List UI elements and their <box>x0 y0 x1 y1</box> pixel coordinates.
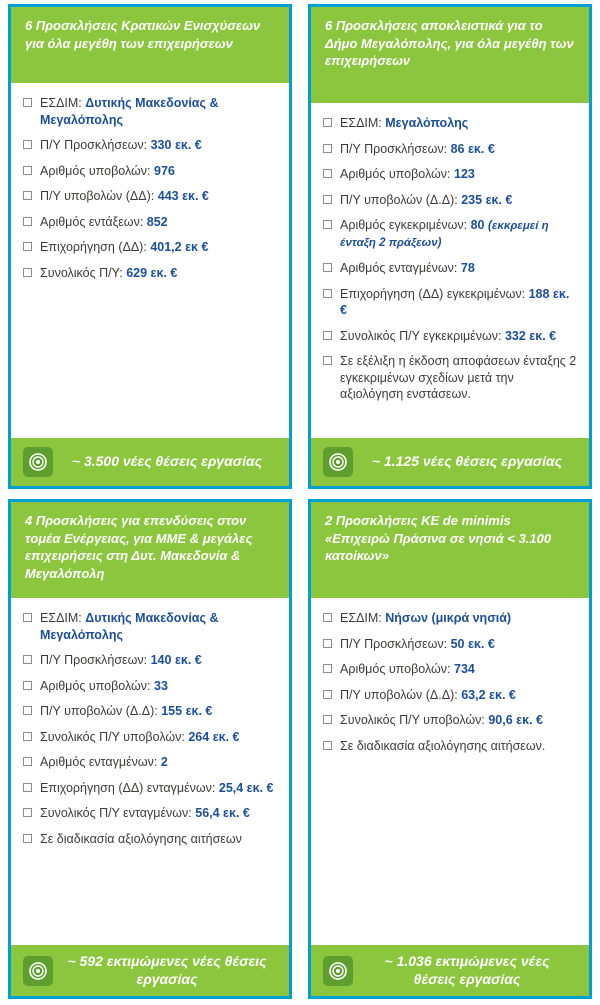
card-cell-state-aid <box>0 0 300 495</box>
bullet-label: Αριθμός υποβολών: <box>340 167 451 181</box>
list-item <box>23 754 279 771</box>
bullet-value: 235 εκ. € <box>461 192 513 207</box>
bullet-list <box>23 95 279 281</box>
list-item <box>23 678 279 695</box>
bullet-value: 443 εκ. € <box>157 189 209 203</box>
bullet-value: 852 <box>146 214 168 229</box>
bullet-value: 332 εκ. € <box>504 328 557 343</box>
bullet-label: Σε διαδικασία αξιολόγησης αιτήσεων <box>40 831 242 846</box>
target-icon <box>23 956 53 986</box>
bullet-value: 80 <box>470 218 485 232</box>
card-footer-de-minimis <box>311 945 589 996</box>
bullet-note: (εκκρεμεί η ένταξη 2 πράξεων) <box>340 220 549 250</box>
card-footer-state-aid <box>11 438 289 486</box>
card-de-minimis <box>308 499 592 999</box>
bullet-label: Αριθμός ενταγμένων: <box>340 261 458 276</box>
bullet-label: Επιχορήγηση (ΔΔ) εγκεκριμένων: <box>340 286 526 301</box>
bullet-label: Σε εξέλιξη η έκδοση αποφάσεων ένταξης 2 εγκεκριμένων σχεδίων μετά την αξιολόγηση ενστάσεων. <box>340 354 577 402</box>
card-megalopoli <box>308 4 592 489</box>
bullet-label: Π/Υ υποβολών (ΔΔ): <box>40 189 155 203</box>
bullet-label: Π/Υ υποβολών (Δ.Δ): <box>40 704 158 718</box>
list-item <box>323 260 579 277</box>
list-item <box>323 712 579 729</box>
bullet-label: Π/Υ Προσκλήσεων: <box>40 138 148 152</box>
list-item <box>323 328 579 345</box>
bullet-label: Συνολικός Π/Υ: <box>40 265 123 280</box>
bullet-value: 90,6 εκ. € <box>488 713 543 727</box>
list-item <box>23 214 279 231</box>
bullet-value: 86 εκ. € <box>450 141 495 156</box>
list-item <box>323 115 579 132</box>
list-item <box>323 687 579 704</box>
bullet-label: Π/Υ Προσκλήσεων: <box>40 653 148 667</box>
bullet-label: Αριθμός υποβολών: <box>40 163 151 178</box>
list-item <box>23 831 279 848</box>
bullet-value: 188 εκ. € <box>340 286 570 318</box>
bullet-value: 2 <box>160 755 168 769</box>
card-body-energy <box>11 598 289 945</box>
card-header-energy: 4 Προσκλήσεις για επενδύσεις στον τομέα Ενέργειας, για ΜΜΕ & μεγάλες επιχειρήσεις στη Δυτ. Μακεδονία & Μεγαλόπολη <box>11 502 289 598</box>
card-header-megalopoli: 6 Προσκλήσεις αποκλειστικά για το Δήμο Μεγαλόπολης, για όλα μεγέθη των επιχειρήσεων <box>311 7 589 103</box>
bullet-label: Αριθμός εντάξεων: <box>40 214 144 229</box>
bullet-label: Αριθμός υποβολών: <box>40 678 151 693</box>
footer-text: ~ 592 εκτιμώμενες νέες θέσεις εργασίας <box>67 953 267 987</box>
card-cell-de-minimis <box>300 495 600 1005</box>
bullet-value: 264 εκ. € <box>188 729 240 744</box>
list-item <box>23 265 279 282</box>
bullet-label: Π/Υ Προσκλήσεων: <box>340 636 448 651</box>
bullet-label: Επιχορήγηση (ΔΔ): <box>40 240 147 254</box>
footer-text: ~ 1.036 εκτιμώμενες νέες θέσεις εργασίας <box>384 953 550 987</box>
bullet-value: 78 <box>460 261 475 276</box>
list-item <box>23 652 279 669</box>
list-item <box>23 703 279 720</box>
bullet-label: Συνολικός Π/Υ υποβολών: <box>40 729 185 744</box>
card-body-megalopoli <box>311 103 589 438</box>
card-body-state-aid <box>11 83 289 438</box>
list-item <box>23 805 279 822</box>
bullet-label: Επιχορήγηση (ΔΔ) ενταγμένων: <box>40 780 216 795</box>
card-body-de-minimis <box>311 598 589 945</box>
list-item <box>23 780 279 797</box>
list-item <box>323 217 579 251</box>
list-item <box>323 192 579 209</box>
bullet-label: Αριθμός ενταγμένων: <box>40 755 158 769</box>
bullet-label: ΕΣΔΙΜ: <box>40 611 82 625</box>
card-cell-megalopoli <box>300 0 600 495</box>
bullet-label: Συνολικός Π/Υ εγκεκριμένων: <box>340 328 502 343</box>
bullet-value: Νήσων (μικρά νησιά) <box>385 611 512 625</box>
list-item <box>323 738 579 755</box>
footer-text: ~ 1.125 νέες θέσεις εργασίας <box>371 453 563 470</box>
card-energy <box>8 499 292 999</box>
card-cell-energy <box>0 495 300 1005</box>
target-icon <box>23 447 53 477</box>
list-item <box>323 141 579 158</box>
target-icon <box>323 447 353 477</box>
bullet-value: 976 <box>154 163 175 178</box>
list-item <box>323 661 579 678</box>
bullet-label: Σε διαδικασία αξιολόγησης αιτήσεων. <box>340 738 546 753</box>
bullet-value: 50 εκ. € <box>450 636 495 651</box>
card-state-aid <box>8 4 292 489</box>
bullet-label: Συνολικός Π/Υ υποβολών: <box>340 713 485 727</box>
bullet-label: Αριθμός εγκεκριμένων: <box>340 218 468 232</box>
list-item <box>323 636 579 653</box>
bullet-value: 25,4 εκ. € <box>218 780 274 795</box>
card-header-de-minimis: 2 Προσκλήσεις ΚΕ de minimis «Επιχειρώ Πράσινα σε νησιά < 3.100 κατοίκων» <box>311 502 589 598</box>
bullet-label: Π/Υ Προσκλήσεων: <box>340 141 448 156</box>
bullet-label: Αριθμός υποβολών: <box>340 662 451 676</box>
bullet-value: 33 <box>154 678 168 693</box>
list-item <box>23 239 279 256</box>
list-item <box>23 188 279 205</box>
bullet-label: ΕΣΔΙΜ: <box>40 96 82 110</box>
target-icon <box>323 956 353 986</box>
list-item <box>323 286 579 319</box>
list-item <box>323 610 579 627</box>
bullet-list <box>23 610 279 847</box>
bullet-label: ΕΣΔΙΜ: <box>340 611 382 625</box>
bullet-value: 155 εκ. € <box>161 704 213 718</box>
bullet-list <box>323 610 579 754</box>
bullet-value: Μεγαλόπολης <box>385 116 469 130</box>
footer-text: ~ 3.500 νέες θέσεις εργασίας <box>71 453 263 470</box>
list-item <box>23 137 279 154</box>
bullet-label: Π/Υ υποβολών (Δ.Δ): <box>340 687 458 702</box>
list-item <box>23 95 279 128</box>
card-footer-megalopoli <box>311 438 589 486</box>
list-item <box>23 163 279 180</box>
bullet-value: 330 εκ. € <box>150 138 202 152</box>
bullet-value: 63,2 εκ. € <box>461 687 516 702</box>
bullet-list <box>323 115 579 403</box>
bullet-label: Π/Υ υποβολών (Δ.Δ): <box>340 192 458 207</box>
bullet-label: Συνολικός Π/Υ ενταγμένων: <box>40 806 192 820</box>
list-item <box>323 353 579 403</box>
list-item <box>23 729 279 746</box>
bullet-value: 123 <box>454 167 475 181</box>
bullet-value: 56,4 εκ. € <box>195 806 250 820</box>
list-item <box>23 610 279 643</box>
card-footer-energy <box>11 945 289 996</box>
bullet-value: Δυτικής Μακεδονίας & Μεγαλόπολης <box>40 611 219 642</box>
bullet-value: 140 εκ. € <box>150 653 202 667</box>
bullet-value: 629 εκ. € <box>126 265 178 280</box>
card-header-state-aid: 6 Προσκλήσεις Κρατικών Ενισχύσεων για όλα μεγέθη των επιχειρήσεων <box>11 7 289 83</box>
list-item <box>323 166 579 183</box>
bullet-value: 401,2 εκ € <box>150 240 209 254</box>
bullet-value: 734 <box>454 662 475 676</box>
bullet-label: ΕΣΔΙΜ: <box>340 116 382 130</box>
bullet-value: Δυτικής Μακεδονίας & Μεγαλόπολης <box>40 96 219 127</box>
